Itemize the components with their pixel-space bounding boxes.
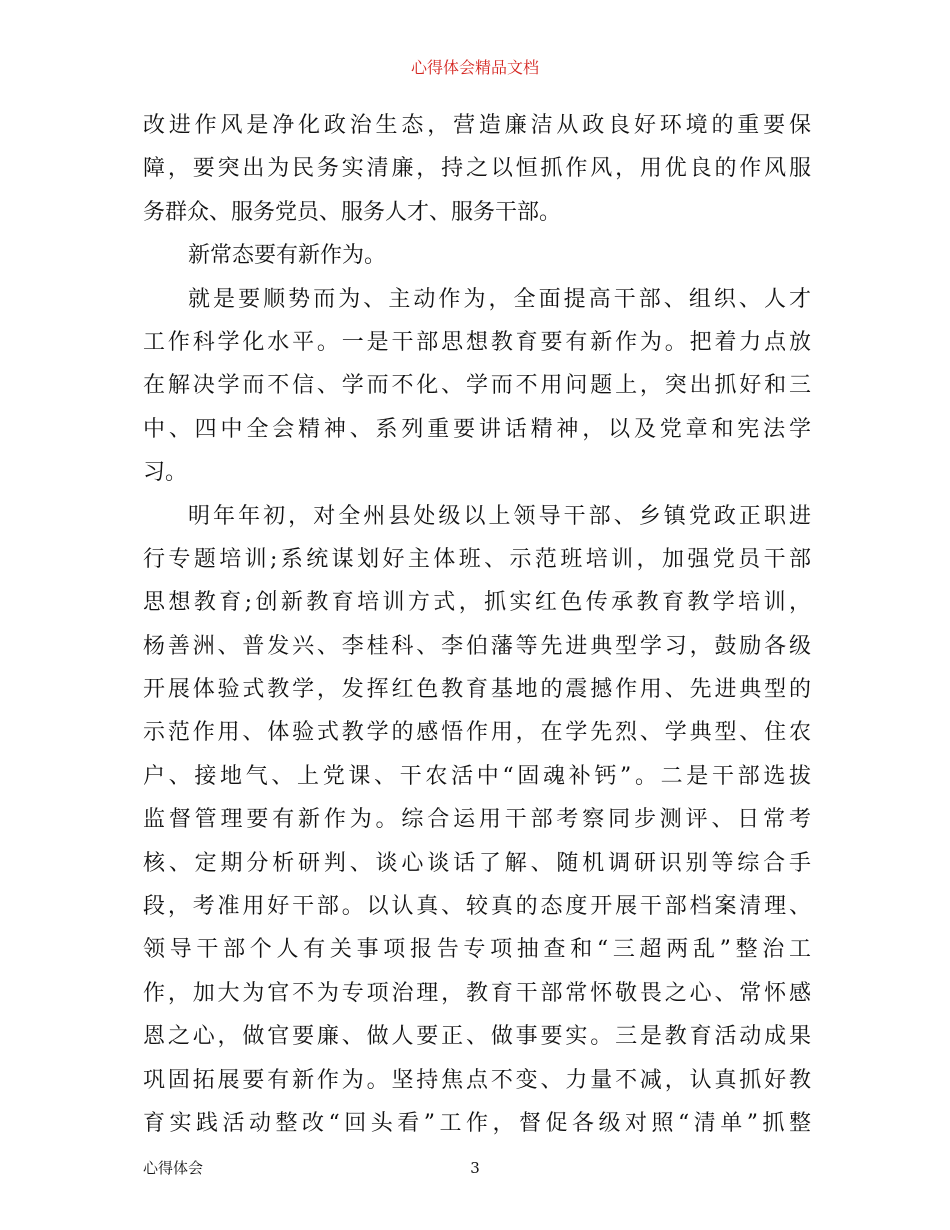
text-line: 障，要突出为民务实清廉，持之以恒抓作风，用优良的作风服 bbox=[143, 156, 811, 182]
text-line: 恩之心，做官要廉、做人要正、做事要实。三是教育活动成果 bbox=[143, 1024, 811, 1050]
text-line: 改进作风是净化政治生态，营造廉洁从政良好环境的重要保 bbox=[143, 113, 811, 138]
text-line: 就是要顺势而为、主动作为，全面提高干部、组织、人才 bbox=[188, 286, 811, 312]
text-line: 监督管理要有新作为。综合运用干部考察同步测评、日常考 bbox=[143, 807, 811, 833]
text-line: 示范作用、体验式教学的感悟作用，在学先烈、学典型、住农 bbox=[143, 720, 811, 746]
text-line: 杨善洲、普发兴、李桂科、李伯藩等先进典型学习，鼓励各级 bbox=[143, 633, 811, 659]
page-header: 心得体会精品文档 bbox=[410, 58, 539, 77]
text-line: 习。 bbox=[143, 460, 188, 486]
text-line: 中、四中全会精神、系列重要讲话精神，以及党章和宪法学 bbox=[143, 416, 811, 442]
text-line: 务群众、服务党员、服务人才、服务干部。 bbox=[143, 199, 562, 225]
text-line: 核、定期分析研判、谈心谈话了解、随机调研识别等综合手 bbox=[143, 850, 811, 876]
page-number: 3 bbox=[470, 1159, 480, 1177]
text-line: 思想教育;创新教育培训方式，抓实红色传承教育教学培训， bbox=[143, 590, 811, 616]
footer-label: 心得体会 bbox=[143, 1159, 204, 1177]
text-line: 新常态要有新作为。 bbox=[188, 243, 387, 269]
text-line: 段，考准用好干部。以认真、较真的态度开展干部档案清理、 bbox=[143, 894, 811, 920]
text-line: 户、接地气、上党课、干农活中“固魂补钙”。二是干部选拔 bbox=[143, 763, 811, 789]
text-line: 在解决学而不信、学而不化、学而不用问题上，突出抓好和三 bbox=[143, 373, 811, 399]
text-line: 育实践活动整改“回头看”工作，督促各级对照“清单”抓整 bbox=[143, 1110, 811, 1136]
body-text bbox=[143, 104, 811, 1145]
text-line: 明年年初，对全州县处级以上领导干部、乡镇党政正职进 bbox=[188, 503, 811, 529]
text-line: 领导干部个人有关事项报告专项抽查和“三超两乱”整治工 bbox=[143, 937, 811, 963]
text-line: 工作科学化水平。一是干部思想教育要有新作为。把着力点放 bbox=[143, 329, 811, 355]
text-line: 作，加大为官不为专项治理，教育干部常怀敬畏之心、常怀感 bbox=[143, 980, 811, 1006]
text-line: 行专题培训;系统谋划好主体班、示范班培训，加强党员干部 bbox=[143, 546, 811, 572]
text-line: 开展体验式教学，发挥红色教育基地的震撼作用、先进典型的 bbox=[143, 677, 811, 703]
text-line: 巩固拓展要有新作为。坚持焦点不变、力量不减，认真抓好教 bbox=[143, 1067, 811, 1093]
